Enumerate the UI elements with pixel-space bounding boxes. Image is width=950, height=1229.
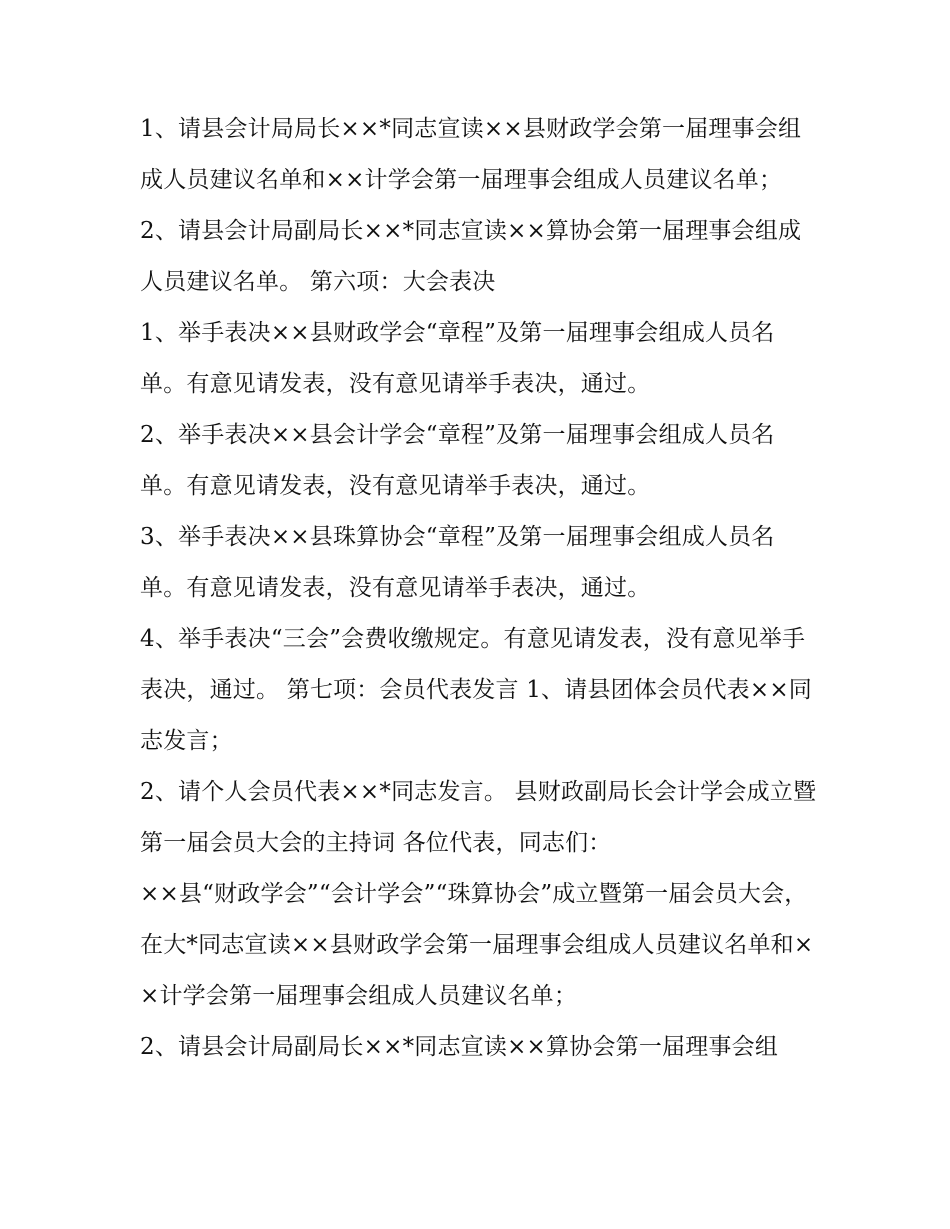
paragraph-7: 2、请个人会员代表××*同志发言。 县财政副局长会计学会成立暨第一届会员大会的主持词 各位代表，同志们： (140, 779, 817, 856)
paragraph-8: ××县“财政学会”“会计学会”“珠算协会”成立暨第一届会员大会，在大*同志宣读××县财政学会第一届理事会组成人员建议名单和××计学会第一届理事会组成人员建议名单； (140, 881, 814, 1009)
paragraph-1: 1、请县会计局局长××*同志宣读××县财政学会第一届理事会组成人员建议名单和××计学会第一届理事会组成人员建议名单； (140, 116, 802, 193)
paragraph-9: 2、请县会计局副局长××*同志宣读××算协会第一届理事会组 (140, 1034, 779, 1060)
document-body (140, 104, 820, 1073)
paragraph-5: 3、举手表决××县珠算协会“章程”及第一届理事会组成人员名单。有意见请发表，没有意见请举手表决，通过。 (140, 524, 775, 601)
paragraph-6: 4、举手表决“三会”会费收缴规定。有意见请发表，没有意见举手表决，通过。 第七项：会员代表发言 1、请县团体会员代表××同志发言； (140, 626, 812, 754)
paragraph-3: 1、举手表决××县财政学会“章程”及第一届理事会组成人员名单。有意见请发表，没有意见请举手表决，通过。 (140, 320, 775, 397)
paragraph-4: 2、举手表决××县会计学会“章程”及第一届理事会组成人员名单。有意见请发表，没有意见请举手表决，通过。 (140, 422, 775, 499)
paragraph-2: 2、请县会计局副局长××*同志宣读××算协会第一届理事会组成人员建议名单。 第六项：大会表决 (140, 218, 802, 295)
